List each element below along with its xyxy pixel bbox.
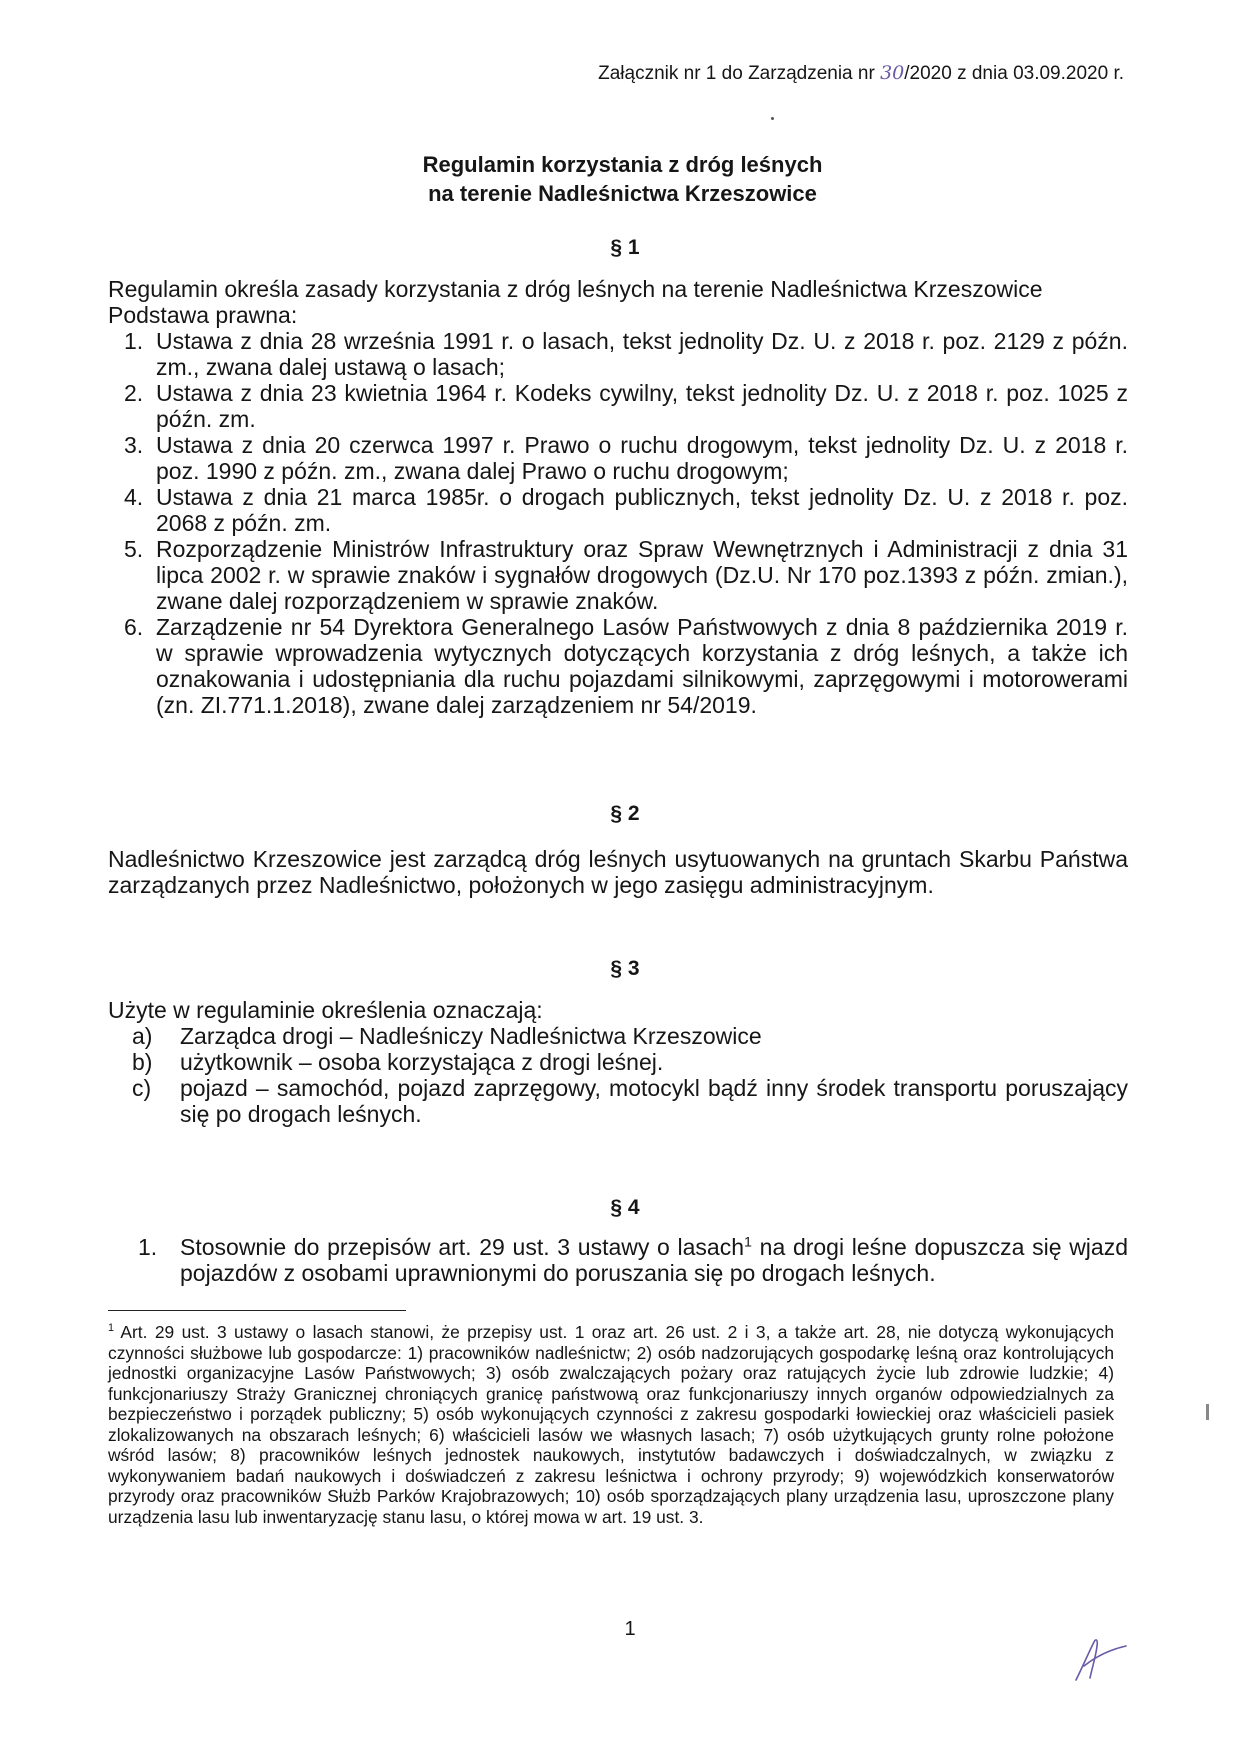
attachment-note-suffix: /2020 z dnia 03.09.2020 r.: [904, 63, 1124, 84]
list-item-text: Ustawa z dnia 28 września 1991 r. o lasach, tekst jednolity Dz. U. z 2018 r. poz. 2129 z późn. zm., zwana dalej ustawą o lasach;: [156, 328, 1128, 380]
footnote-separator: [108, 1310, 406, 1311]
list-item-letter: b): [132, 1049, 153, 1075]
list-item-text: Zarządca drogi – Nadleśniczy Nadleśnictwa Krzeszowice: [180, 1023, 762, 1049]
section-2-text: Nadleśnictwo Krzeszowice jest zarządcą dróg leśnych usytuowanych na gruntach Skarbu Państwa zarządzanych przez Nadleśnictwo, położonych w jego zasięgu administracyjnym.: [108, 846, 1128, 898]
page-number: 1: [624, 1618, 636, 1640]
list-item-letter: c): [132, 1075, 152, 1101]
list-item: [108, 614, 1128, 718]
section-4-mark: § 4: [610, 1196, 640, 1219]
footnote-marker: 1: [108, 1322, 114, 1335]
list-item-text: Zarządzenie nr 54 Dyrektora Generalnego Lasów Państwowych z dnia 8 października 2019 r. w sprawie wprowadzenia wytycznych dotyczących korzystania z dróg leśnych, a także ich oznakowania i udostępniania dla ruchu pojazdami silnikowymi, zaprzęgowymi i motorowerami (zn. ZI.771.1.2018), zwane dalej zarządzeniem nr 54/2019.: [156, 614, 1128, 718]
title-line-1: Regulamin korzystania z dróg leśnych: [422, 152, 823, 177]
list-item: [108, 536, 1128, 614]
list-item-text: użytkownik – osoba korzystająca z drogi leśnej.: [180, 1049, 664, 1075]
scan-speck: [771, 117, 774, 120]
section-1-mark: § 1: [610, 236, 640, 259]
list-item-text-end: na drogi leśne dopuszcza się wjazd pojazdów z osobami uprawnionymi do poruszania się po drogach leśnych.: [180, 1234, 1129, 1286]
footnote-text: Art. 29 ust. 3 ustawy o lasach stanowi, że przepisy ust. 1 oraz art. 26 ust. 2 i 3, a także art. 28, nie dotyczą wykonujących czynności służbowe lub gospodarcze: 1) pracowników nadleśnictw; 2) osób nadzorujących gospodarkę leśną oraz kontrolujących jednostki organizacyjne Lasów Państwowych; 3) osób zwalczających pożary oraz ratujących życie lub zdrowie ludzkie; 4) funkcjonariuszy Straży Granicznej chroniących granicę państwową oraz funkcjonariuszy innych organów odpowiedzialnych za bezpieczeństwo i porządek publiczny; 5) osób wykonujących czynności z zakresu gospodarki łowieckiej oraz właścicieli pasiek zlokalizowanych na obszarach leśnych; 6) właścicieli lasów we własnych lasach; 7) osób użytkujących grunty rolne położone wśród lasów; 8) pracowników leśnych jednostek naukowych, instytutów badawczych i doświadczalnych, w związku z wykonywaniem badań naukowych i doświadczeń z zakresu leśnictwa i ochrony przyrody; 9) wojewódzkich konserwatorów przyrody oraz pracowników Służb Parków Krajobrazowych; 10) osób sporządzających plany urządzenia lasu, uproszczone plany urządzenia lasu lub inwentaryzację stanu lasu, o której mowa w art. 19 ust. 3.: [108, 1322, 1114, 1527]
list-item: [108, 1075, 1128, 1127]
list-item-text: Rozporządzenie Ministrów Infrastruktury oraz Spraw Wewnętrznych i Administracji z dnia 31 lipca 2002 r. w sprawie znaków i sygnałów drogowych (Dz.U. Nr 170 poz.1393 z późn. zmian.), zwane dalej rozporządzeniem w sprawie znaków.: [156, 536, 1128, 614]
list-item: [108, 1023, 1128, 1049]
attachment-note-prefix: Załącznik nr 1 do Zarządzenia nr: [598, 63, 881, 84]
list-item: [108, 432, 1128, 484]
handwritten-initials-icon: [1070, 1628, 1130, 1688]
list-item-text: Ustawa z dnia 23 kwietnia 1964 r. Kodeks cywilny, tekst jednolity Dz. U. z 2018 r. poz. 1025 z późn. zm.: [156, 380, 1128, 432]
section-4-body: [108, 1234, 1128, 1286]
section-1-intro: Regulamin określa zasady korzystania z dróg leśnych na terenie Nadleśnictwa Krzeszowice: [108, 276, 1043, 302]
handwritten-number: 30: [880, 62, 905, 84]
list-item-letter: a): [132, 1023, 153, 1049]
list-item-number: 1.: [124, 328, 144, 354]
list-item-number: 6.: [124, 614, 144, 640]
list-item-text: Ustawa z dnia 20 czerwca 1997 r. Prawo o ruchu drogowym, tekst jednolity Dz. U. z 2018 r. poz. 1990 z późn. zm., zwana dalej Prawo o ruchu drogowym;: [156, 432, 1128, 484]
list-item: [108, 1234, 1128, 1286]
list-item-number: 4.: [124, 484, 144, 510]
list-item-number: 3.: [124, 432, 144, 458]
section-1-body: [108, 276, 1128, 718]
list-item-number: 1.: [138, 1234, 158, 1260]
legal-basis-list: [108, 328, 1128, 718]
list-item: [108, 484, 1128, 536]
section-3-body: [108, 997, 1128, 1127]
definitions-list: [108, 1023, 1128, 1127]
attachment-note: [598, 62, 1124, 85]
list-item: [108, 380, 1128, 432]
document-title: [0, 150, 1240, 208]
footnote-reference[interactable]: 1: [744, 1234, 752, 1251]
list-item-number: 2.: [124, 380, 144, 406]
margin-mark: [1206, 1404, 1209, 1420]
list-item-text-start: Stosownie do przepisów art. 29 ust. 3 ustawy o lasach: [180, 1234, 745, 1260]
list-item: [108, 328, 1128, 380]
legal-basis-heading: Podstawa prawna:: [108, 302, 298, 328]
section-4-list: [108, 1234, 1128, 1286]
list-item-number: 5.: [124, 536, 144, 562]
section-2-mark: § 2: [610, 802, 640, 825]
footnote: [108, 1322, 1114, 1527]
section-3-mark: § 3: [610, 957, 640, 980]
list-item-text: Ustawa z dnia 21 marca 1985r. o drogach publicznych, tekst jednolity Dz. U. z 2018 r. poz. 2068 z późn. zm.: [156, 484, 1128, 536]
list-item-text: pojazd – samochód, pojazd zaprzęgowy, motocykl bądź inny środek transportu poruszający się po drogach leśnych.: [180, 1075, 1128, 1127]
definitions-intro: Użyte w regulaminie określenia oznaczają:: [108, 997, 543, 1023]
list-item: [108, 1049, 1128, 1075]
title-line-2: na terenie Nadleśnictwa Krzeszowice: [428, 181, 817, 206]
